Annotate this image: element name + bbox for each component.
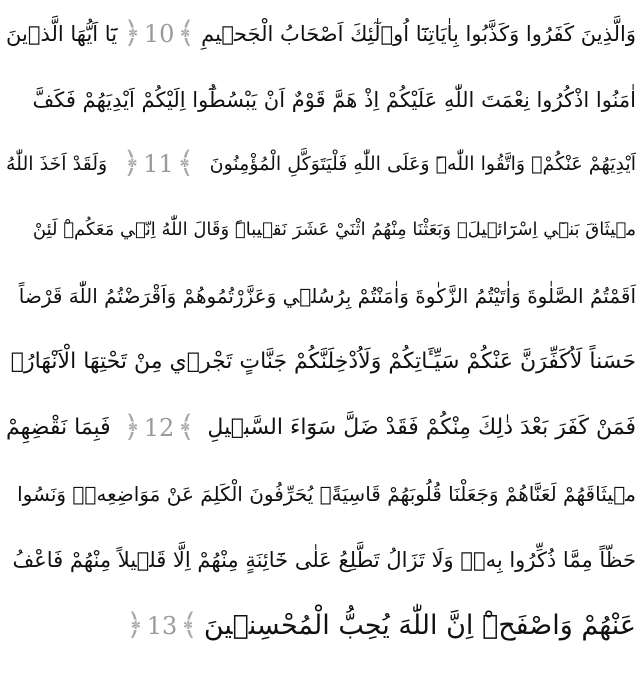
verse-line-2 <box>6 72 636 128</box>
verse-text: م۪يثَاقَ بَن۪ٓي اِسْرَٓائ۪يلَۚ وَبَعَثْنَا مِنْهُمُ اثْنَيْ عَشَرَ نَق۪يباًۜ وَقَالَ اللّٰهُ اِنّ۪ي مَعَكُمْۜ لَئِنْ <box>32 219 636 240</box>
verse-text: اٰمَنُوا اذْكُرُوا نِعْمَتَ اللّٰهِ عَلَيْكُمْ اِذْ هَمَّ قَوْمٌ اَنْ يَبْسُطُٓوا اِلَيْكُمْ اَيْدِيَهُمْ فَكَفَّ <box>32 88 636 112</box>
verse-line-1 <box>6 6 636 62</box>
ayah-ornament-icon: ﴿ <box>126 608 144 643</box>
verse-text: حَظّاً مِمَّا ذُكِّرُوا بِه۪ۚ وَلَا تَزَالُ تَطَّلِعُ عَلٰى خَٓائِنَةٍ مِنْهُمْ اِلَّا قَل۪يلاً مِنْهُمْ فَاعْفُ <box>12 548 636 572</box>
verse-text: حَسَناً لَاُكَفِّرَنَّ عَنْكُمْ سَيِّـَٔاتِكُمْ وَلَاُدْخِلَنَّكُمْ جَنَّاتٍ تَجْر۪ي مِنْ تَحْتِهَا الْاَنْهَارُۚ <box>10 349 636 374</box>
verse-text: يَٓا اَيُّهَا الَّذ۪ينَ <box>6 22 118 46</box>
ayah-marker-12 <box>123 409 195 447</box>
ayah-marker-10 <box>123 15 195 53</box>
verse-line-4 <box>6 202 636 258</box>
ayah-ornament-icon: ﴾ <box>176 146 195 181</box>
verse-text: م۪يثَاقَهُمْ لَعَنَّاهُمْ وَجَعَلْنَا قُلُوبَهُمْ قَاسِيَةًۚ يُحَرِّفُونَ الْكَلِمَ عَنْ مَوَاضِعِه۪ۙ وَنَسُوا <box>17 482 636 506</box>
ayah-ornament-icon: ﴿ <box>123 410 141 445</box>
verse-line-9 <box>6 532 636 588</box>
ayah-number: 10 <box>143 20 175 48</box>
verse-text: فَبِمَا نَقْضِهِمْ <box>6 415 111 440</box>
ayah-number: 12 <box>143 414 175 442</box>
verse-text: عَنْهُمْ وَاصْفَحْۜ اِنَّ اللّٰهَ يُحِبُّ الْمُحْسِن۪ينَ <box>203 610 636 641</box>
verse-line-5 <box>6 268 636 324</box>
verse-text: فَمَنْ كَفَرَ بَعْدَ ذٰلِكَ مِنْكُمْ فَقَدْ ضَلَّ سَوَٓاءَ السَّب۪يلِ <box>207 415 636 440</box>
ayah-marker-13 <box>126 607 198 645</box>
verse-text: اَيْدِيَهُمْ عَنْكُمْۚ وَاتَّقُوا اللّٰهَۜ وَعَلَى اللّٰهِ فَلْيَتَوَكَّلِ الْمُؤْمِنُونَ <box>209 153 636 175</box>
ayah-ornament-icon: ﴾ <box>180 608 198 643</box>
verse-line-10 <box>6 598 636 654</box>
verse-text: اَقَمْتُمُ الصَّلٰوةَ وَاٰتَيْتُمُ الزَّكٰوةَ وَاٰمَنْتُمْ بِرُسُل۪ي وَعَزَّرْتُمُوهُمْ وَاَقْرَضْتُمُ اللّٰهَ قَرْضاً <box>18 284 636 308</box>
ayah-number: 11 <box>143 150 174 178</box>
ayah-ornament-icon: ﴾ <box>177 16 195 51</box>
verse-line-3 <box>6 136 636 192</box>
ayah-marker-11 <box>123 145 195 183</box>
ayah-ornament-icon: ﴿ <box>122 146 141 181</box>
ayah-ornament-icon: ﴾ <box>177 410 195 445</box>
verse-text: وَالَّذِينَ كَفَرُوا وَكَذَّبُوا بِاٰيَاتِنَٓا اُو۬لٰٓئِكَ اَصْحَابُ الْجَح۪يمِ <box>201 22 636 46</box>
ayah-ornament-icon: ﴿ <box>123 16 141 51</box>
verse-line-7 <box>6 400 636 456</box>
ayah-number: 13 <box>146 612 178 640</box>
verse-line-6 <box>6 334 636 390</box>
verse-text: وَلَقَدْ اَخَذَ اللّٰهُ <box>6 153 108 175</box>
verse-line-8 <box>6 466 636 522</box>
